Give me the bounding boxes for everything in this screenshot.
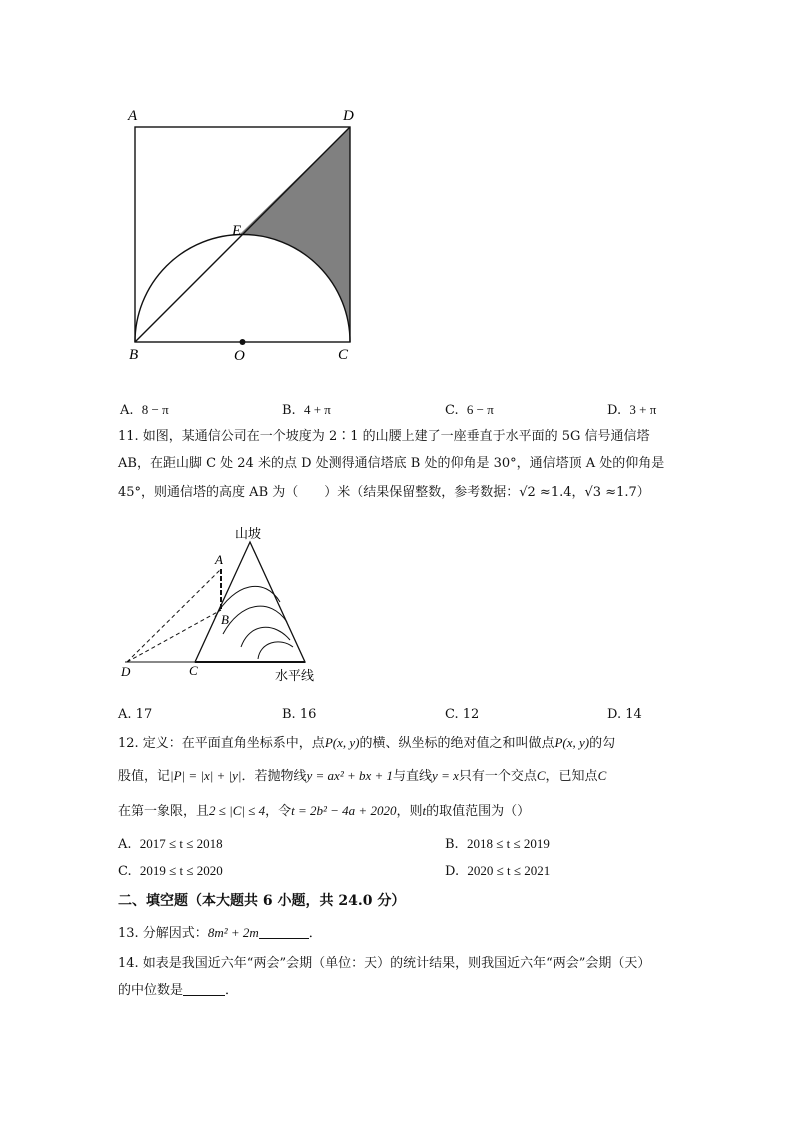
q11-option-a: A. 17 xyxy=(118,707,153,722)
q11-option-b: B. 16 xyxy=(282,707,317,722)
q10-option-b: B. 4 + π xyxy=(282,402,331,418)
q11-texture-curve-4 xyxy=(258,642,293,659)
q10-shaded-region xyxy=(240,127,350,342)
q11-line-3: 45°，则通信塔的高度 AB 为（ ）米（结果保留整数，参考数据：√2 ≈1.4，√3 ≈1.7） xyxy=(118,485,650,500)
q10-label-o: O xyxy=(234,348,245,364)
q11-label-b: B xyxy=(221,612,229,627)
q14-line-1: 14. 如表是我国近六年“两会”会期（单位：天）的统计结果，则我国近六年“两会”会期（天） xyxy=(118,956,651,971)
q13-answer-blank[interactable] xyxy=(259,926,309,939)
q12-option-a: A. 2017 ≤ t ≤ 2018 xyxy=(118,836,223,852)
q11-option-d: D. 14 xyxy=(607,707,642,722)
q11-option-c: C. 12 xyxy=(445,707,480,722)
q10-label-d: D xyxy=(343,108,354,124)
q11-label-horizon: 水平线 xyxy=(275,669,315,684)
q13-line: 13. 分解因式：8m² + 2m ． xyxy=(118,925,322,941)
q10-label-a: A xyxy=(128,108,138,124)
q14-answer-blank[interactable] xyxy=(183,983,225,996)
q12-line-1: 12. 定义：在平面直角坐标系中，点P(x, y)的横、纵坐标的绝对值之和叫做点P(x, y)的勾 xyxy=(118,735,616,751)
q11-line-1: 11. 如图，某通信公司在一个坡度为 2∶1 的山腰上建了一座垂直于水平面的 5G 信号通信塔 xyxy=(118,429,650,444)
section-2-title: 二、填空题（本大题共 6 小题，共 24.0 分） xyxy=(118,893,406,909)
q11-label-d: D xyxy=(121,664,131,679)
q11-line-2: AB，在距山脚 C 处 24 米的点 D 处测得通信塔底 B 处的仰角是 30°，通信塔顶 A 处的仰角是 xyxy=(118,456,665,471)
q11-figure xyxy=(115,522,335,687)
q14-line-2: 的中位数是 ． xyxy=(118,983,239,998)
q10-label-c: C xyxy=(338,347,349,363)
q12-option-c: C. 2019 ≤ t ≤ 2020 xyxy=(118,863,223,879)
q12-line-3: 在第一象限，且2 ≤ |C| ≤ 4，令t = 2b² − 4a + 2020，则t的取值范围为（） xyxy=(118,803,531,819)
q10-point-o xyxy=(240,339,246,345)
q11-texture-curve-3 xyxy=(241,627,290,647)
q12-option-b: B. 2018 ≤ t ≤ 2019 xyxy=(445,836,550,852)
q10-label-e: E xyxy=(232,223,242,239)
q10-option-d: D. 3 + π xyxy=(607,402,657,418)
q10-label-b: B xyxy=(129,347,139,363)
q12-option-d: D. 2020 ≤ t ≤ 2021 xyxy=(445,863,551,879)
q10-option-a: A. 8 − π xyxy=(120,402,169,418)
q11-label-a: A xyxy=(215,552,223,567)
section-2-heading xyxy=(118,890,405,910)
q11-label-mountain: 山坡 xyxy=(235,527,262,542)
q10-figure xyxy=(120,100,370,370)
q11-label-c: C xyxy=(189,663,198,678)
q11-sight-line-da xyxy=(127,569,221,662)
q10-option-c: C. 6 − π xyxy=(445,402,494,418)
q12-line-2: 股值，记|P| = |x| + |y|．若抛物线y = ax² + bx + 1与直线y = x只有一个交点C，已知点C xyxy=(118,768,607,784)
